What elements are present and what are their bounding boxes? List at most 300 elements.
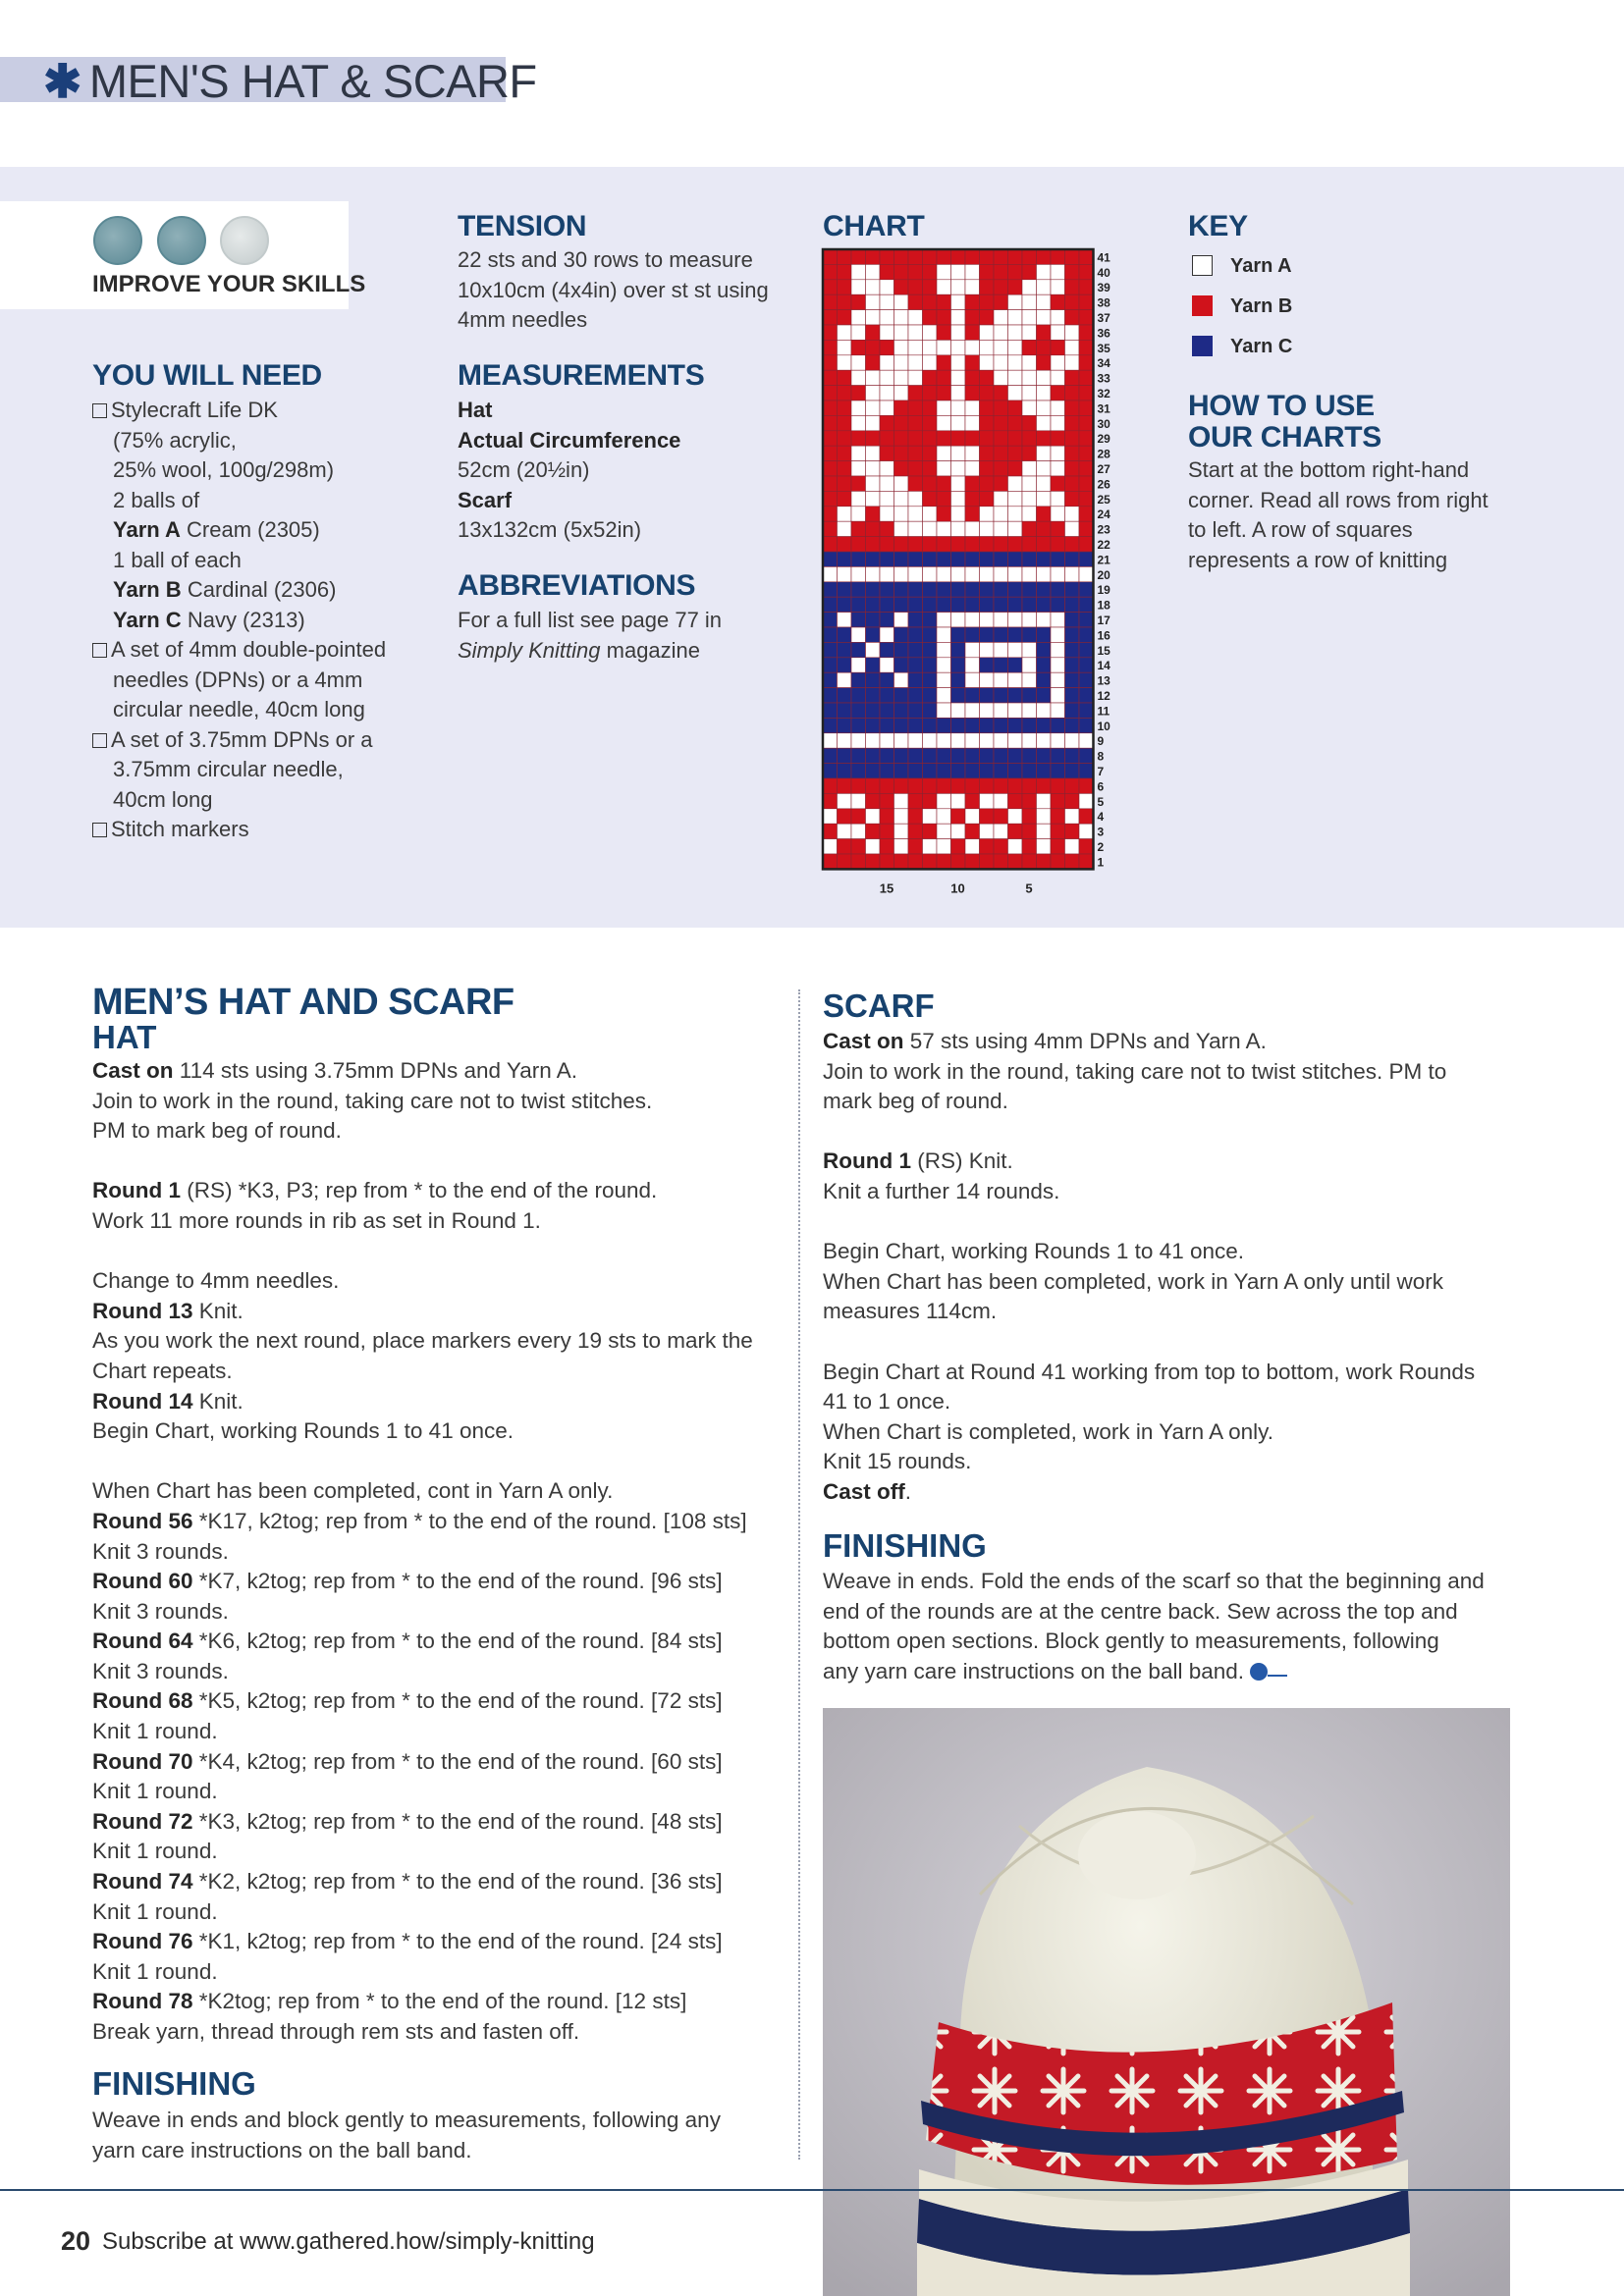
chart-cell xyxy=(1065,415,1080,430)
chart-cell xyxy=(980,748,995,763)
chart-cell xyxy=(1037,386,1052,400)
chart-cell xyxy=(1051,778,1065,793)
chart-cell xyxy=(965,582,980,597)
chart-cell xyxy=(937,249,951,264)
chart-cell xyxy=(1051,824,1065,838)
chart-cell xyxy=(951,491,966,506)
chart-cell xyxy=(937,476,951,491)
chart-cell xyxy=(994,521,1008,536)
chart-cell xyxy=(1079,793,1094,808)
chart-cell xyxy=(880,325,894,340)
chart-cell xyxy=(823,764,838,778)
chart-cell xyxy=(1008,613,1023,627)
chart-cell xyxy=(951,824,966,838)
chart-row-label: 16 xyxy=(1097,628,1110,643)
chart-cell xyxy=(965,340,980,354)
chart-cell xyxy=(1022,491,1037,506)
chart-cell xyxy=(980,582,995,597)
instruction-line: 41 to 1 once. xyxy=(823,1389,951,1415)
chart-cell xyxy=(908,854,923,869)
chart-cell xyxy=(1065,778,1080,793)
chart-row-label: 11 xyxy=(1097,704,1110,719)
chart-cell xyxy=(923,415,938,430)
chart-cell xyxy=(1008,340,1023,354)
chart-cell xyxy=(923,264,938,279)
chart-cell xyxy=(894,476,909,491)
chart-cell xyxy=(994,400,1008,415)
chart-cell xyxy=(894,280,909,294)
measurements-text xyxy=(458,396,680,546)
tension-heading: TENSION xyxy=(458,210,587,242)
fair-isle-chart xyxy=(821,247,1174,905)
chart-cell xyxy=(1065,476,1080,491)
chart-cell xyxy=(1022,764,1037,778)
chart-cell xyxy=(951,355,966,370)
chart-cell xyxy=(851,748,866,763)
chart-cell xyxy=(851,537,866,552)
chart-cell xyxy=(880,294,894,309)
chart-cell xyxy=(880,718,894,732)
chart-cell xyxy=(937,431,951,446)
chart-row-label: 2 xyxy=(1097,840,1105,854)
chart-cell xyxy=(923,446,938,460)
chart-cell xyxy=(994,642,1008,657)
chart-cell xyxy=(937,461,951,476)
list-item: Stitch markers xyxy=(92,815,397,845)
chart-cell xyxy=(908,446,923,460)
chart-cell xyxy=(866,415,881,430)
chart-cell xyxy=(851,340,866,354)
instruction-line: Knit 3 rounds. xyxy=(92,1658,229,1683)
chart-cell xyxy=(1008,733,1023,748)
chart-cell xyxy=(937,597,951,612)
chart-cell xyxy=(1079,748,1094,763)
chart-cell xyxy=(1079,764,1094,778)
chart-cell xyxy=(965,809,980,824)
chart-cell xyxy=(908,839,923,854)
chart-cell xyxy=(1022,733,1037,748)
chart-cell xyxy=(937,613,951,627)
chart-cell xyxy=(908,280,923,294)
chart-cell xyxy=(1037,461,1052,476)
chart-cell xyxy=(1008,491,1023,506)
chart-cell xyxy=(908,566,923,581)
instruction-line: Knit 1 round. xyxy=(92,1839,218,1864)
chart-cell xyxy=(1037,582,1052,597)
chart-cell xyxy=(994,461,1008,476)
chart-cell xyxy=(908,310,923,325)
chart-row-label: 39 xyxy=(1097,281,1110,295)
chart-cell xyxy=(1037,854,1052,869)
chart-cell xyxy=(838,507,852,521)
chart-cell xyxy=(894,809,909,824)
chart-cell xyxy=(965,386,980,400)
chart-row-label: 1 xyxy=(1097,855,1105,870)
chart-cell xyxy=(965,764,980,778)
chart-cell xyxy=(866,537,881,552)
instruction-line: Cast off. xyxy=(823,1478,912,1504)
chart-cell xyxy=(866,249,881,264)
chart-cell xyxy=(838,793,852,808)
chart-cell xyxy=(937,854,951,869)
text-line: end of the rounds are at the centre back. Sew across the top and xyxy=(823,1598,1458,1624)
chart-row-label: 37 xyxy=(1097,311,1110,325)
list-item-line: 25% wool, 100g/298m) xyxy=(113,457,335,482)
chart-cell xyxy=(1037,613,1052,627)
chart-cell xyxy=(1008,627,1023,642)
chart-cell xyxy=(894,294,909,309)
chart-cell xyxy=(923,249,938,264)
chart-cell xyxy=(1008,249,1023,264)
chart-cell xyxy=(951,566,966,581)
chart-cell xyxy=(951,264,966,279)
chart-cell xyxy=(965,310,980,325)
chart-cell xyxy=(823,688,838,703)
chart-cell xyxy=(1079,461,1094,476)
list-item-line: Yarn C Navy (2313) xyxy=(113,607,305,632)
chart-cell xyxy=(994,672,1008,687)
chart-cell xyxy=(1022,537,1037,552)
page-title xyxy=(43,54,537,109)
chart-cell xyxy=(994,793,1008,808)
chart-cell xyxy=(951,340,966,354)
chart-cell xyxy=(980,809,995,824)
chart-cell xyxy=(851,280,866,294)
chart-cell xyxy=(823,854,838,869)
chart-cell xyxy=(1065,264,1080,279)
chart-cell xyxy=(1079,613,1094,627)
chart-cell xyxy=(1065,688,1080,703)
chart-cell xyxy=(894,854,909,869)
chart-cell xyxy=(1008,325,1023,340)
text-line: 52cm (20½in) xyxy=(458,457,590,482)
chart-cell xyxy=(1037,793,1052,808)
chart-cell xyxy=(965,415,980,430)
chart-cell xyxy=(951,733,966,748)
chart-cell xyxy=(951,748,966,763)
chart-cell xyxy=(894,597,909,612)
scarf-finishing-heading: FINISHING xyxy=(823,1527,987,1564)
chart-cell xyxy=(980,672,995,687)
chart-cell xyxy=(1051,703,1065,718)
text-line: 10x10cm (4x4in) over st st using xyxy=(458,277,769,302)
chart-cell xyxy=(980,446,995,460)
chart-cell xyxy=(1022,370,1037,385)
chart-cell xyxy=(1065,325,1080,340)
chart-cell xyxy=(965,613,980,627)
chart-cell xyxy=(1051,672,1065,687)
instruction-line xyxy=(92,1237,780,1267)
chart-cell xyxy=(937,688,951,703)
chart-cell xyxy=(838,491,852,506)
list-item-line: 1 ball of each xyxy=(113,547,242,572)
chart-cell xyxy=(880,809,894,824)
chart-cell xyxy=(880,446,894,460)
chart-cell xyxy=(1022,386,1037,400)
chart-cell xyxy=(951,672,966,687)
chart-cell xyxy=(937,310,951,325)
chart-cell xyxy=(880,370,894,385)
chart-cell xyxy=(937,446,951,460)
chart-cell xyxy=(838,778,852,793)
instruction-line xyxy=(92,1447,780,1477)
chart-cell xyxy=(851,264,866,279)
chart-cell xyxy=(1065,507,1080,521)
chart-cell xyxy=(1065,854,1080,869)
chart-cell xyxy=(1051,340,1065,354)
chart-cell xyxy=(1065,310,1080,325)
chart-cell xyxy=(965,793,980,808)
chart-cell xyxy=(1037,658,1052,672)
chart-cell xyxy=(1051,748,1065,763)
chart-cell xyxy=(965,431,980,446)
chart-cell xyxy=(1079,839,1094,854)
chart-cell xyxy=(823,718,838,732)
chart-cell xyxy=(823,476,838,491)
chart-cell xyxy=(965,249,980,264)
instruction-line: Round 1 (RS) Knit. xyxy=(823,1148,1013,1174)
chart-cell xyxy=(894,718,909,732)
text-line: yarn care instructions on the ball band. xyxy=(92,2137,472,2163)
instruction-line xyxy=(823,1207,1530,1238)
chart-cell xyxy=(866,566,881,581)
chart-cell xyxy=(951,642,966,657)
chart-cell xyxy=(923,613,938,627)
chart-cell xyxy=(894,370,909,385)
chart-cell xyxy=(1037,370,1052,385)
chart-cell xyxy=(1037,642,1052,657)
chart-cell xyxy=(937,703,951,718)
chart-cell xyxy=(838,718,852,732)
instruction-line: Knit 1 round. xyxy=(92,1779,218,1804)
chart-cell xyxy=(994,597,1008,612)
chart-cell xyxy=(1008,370,1023,385)
chart-cell xyxy=(937,386,951,400)
chart-cell xyxy=(866,764,881,778)
instruction-line: Round 14 Knit. xyxy=(92,1388,244,1414)
heading-line: OUR CHARTS xyxy=(1188,421,1381,454)
checkbox-icon xyxy=(92,733,107,748)
chart-cell xyxy=(965,355,980,370)
chart-cell xyxy=(908,764,923,778)
chart-cell xyxy=(980,703,995,718)
instruction-line: measures 114cm. xyxy=(823,1299,998,1324)
chart-cell xyxy=(838,672,852,687)
instruction-line: Round 13 Knit. xyxy=(92,1298,244,1323)
chart-cell xyxy=(838,764,852,778)
chart-cell xyxy=(1022,461,1037,476)
chart-cell xyxy=(894,264,909,279)
chart-cell xyxy=(980,537,995,552)
chart-cell xyxy=(1008,778,1023,793)
chart-cell xyxy=(1022,839,1037,854)
chart-cell xyxy=(866,733,881,748)
chart-cell xyxy=(923,733,938,748)
chart-cell xyxy=(923,521,938,536)
how-to-text xyxy=(1188,455,1489,575)
chart-cell xyxy=(951,294,966,309)
chart-cell xyxy=(1051,597,1065,612)
chart-cell xyxy=(866,748,881,763)
chart-row-label: 30 xyxy=(1097,416,1110,431)
chart-cell xyxy=(923,491,938,506)
chart-cell xyxy=(1037,778,1052,793)
chart-cell xyxy=(1065,566,1080,581)
chart-cell xyxy=(1008,280,1023,294)
chart-cell xyxy=(838,566,852,581)
chart-row-label: 9 xyxy=(1097,734,1105,749)
chart-cell xyxy=(1022,294,1037,309)
chart-cell xyxy=(1051,688,1065,703)
chart-cell xyxy=(1008,294,1023,309)
chart-cell xyxy=(937,355,951,370)
chart-cell xyxy=(1037,400,1052,415)
chart-cell xyxy=(1037,718,1052,732)
chart-cell xyxy=(1008,658,1023,672)
checkbox-icon xyxy=(92,643,107,658)
chart-cell xyxy=(880,658,894,672)
chart-row-label: 26 xyxy=(1097,477,1110,492)
chart-cell xyxy=(994,415,1008,430)
chart-row-label: 12 xyxy=(1097,689,1110,703)
chart-row-label: 20 xyxy=(1097,567,1110,582)
chart-cell xyxy=(851,718,866,732)
chart-cell xyxy=(994,627,1008,642)
navy-swatch-icon xyxy=(1192,336,1213,356)
chart-cell xyxy=(951,552,966,566)
chart-cell xyxy=(1051,507,1065,521)
instruction-line: Begin Chart, working Rounds 1 to 41 once. xyxy=(92,1418,514,1444)
chart-col-label: 15 xyxy=(879,881,894,896)
chart-cell xyxy=(965,370,980,385)
chart-cell xyxy=(823,627,838,642)
chart-cell xyxy=(1079,537,1094,552)
chart-cell xyxy=(1079,778,1094,793)
chart-cell xyxy=(1079,582,1094,597)
chart-cell xyxy=(1037,325,1052,340)
chart-cell xyxy=(1051,839,1065,854)
chart-cell xyxy=(951,431,966,446)
chart-cell xyxy=(1079,521,1094,536)
chart-cell xyxy=(880,340,894,354)
chart-cell xyxy=(894,310,909,325)
chart-cell xyxy=(866,778,881,793)
chart-cell xyxy=(1051,566,1065,581)
chart-cell xyxy=(823,264,838,279)
chart-cell xyxy=(1022,355,1037,370)
chart-cell xyxy=(1037,280,1052,294)
chart-cell xyxy=(866,355,881,370)
chart-cell xyxy=(866,507,881,521)
chart-cell xyxy=(937,839,951,854)
chart-cell xyxy=(894,582,909,597)
instruction-line: PM to mark beg of round. xyxy=(92,1118,342,1144)
chart-cell xyxy=(1051,370,1065,385)
footer-subscribe-text: Subscribe at www.gathered.how/simply-knitting xyxy=(102,2228,595,2255)
chart-cell xyxy=(980,249,995,264)
chart-cell xyxy=(880,249,894,264)
chart-cell xyxy=(866,582,881,597)
chart-row-label: 18 xyxy=(1097,598,1110,613)
chart-cell xyxy=(980,627,995,642)
chart-cell xyxy=(851,552,866,566)
chart-cell xyxy=(838,386,852,400)
chart-cell xyxy=(1051,613,1065,627)
chart-cell xyxy=(1051,793,1065,808)
chart-cell xyxy=(1037,476,1052,491)
chart-cell xyxy=(851,703,866,718)
text-line: Start at the bottom right-hand xyxy=(1188,457,1470,482)
chart-cell xyxy=(880,537,894,552)
chart-cell xyxy=(1037,764,1052,778)
chart-cell xyxy=(994,613,1008,627)
chart-cell xyxy=(1051,446,1065,460)
chart-cell xyxy=(894,672,909,687)
instruction-line: Round 74 *K2, k2tog; rep from * to the end of the round. [36 sts] xyxy=(92,1869,723,1895)
chart-cell xyxy=(851,461,866,476)
chart-cell xyxy=(880,703,894,718)
chart-cell xyxy=(823,748,838,763)
how-to-heading xyxy=(1188,391,1381,454)
chart-row-label: 28 xyxy=(1097,447,1110,461)
chart-cell xyxy=(994,582,1008,597)
chart-cell xyxy=(1022,431,1037,446)
chart-cell xyxy=(994,733,1008,748)
list-item-line: 3.75mm circular needle, xyxy=(113,757,344,781)
chart-cell xyxy=(1022,400,1037,415)
chart-cell xyxy=(1022,521,1037,536)
chart-cell xyxy=(1079,672,1094,687)
chart-cell xyxy=(980,688,995,703)
chart-cell xyxy=(1079,718,1094,732)
chart-row-label: 15 xyxy=(1097,643,1110,658)
chart-cell xyxy=(866,431,881,446)
chart-cell xyxy=(1079,733,1094,748)
chart-cell xyxy=(1051,658,1065,672)
chart-cell xyxy=(1065,824,1080,838)
chart-cell xyxy=(1051,325,1065,340)
chart-cell xyxy=(866,461,881,476)
chart-cell xyxy=(980,386,995,400)
chart-row-label: 22 xyxy=(1097,538,1110,552)
chart-row-label: 33 xyxy=(1097,371,1110,386)
instruction-line: When Chart has been completed, cont in Yarn A only. xyxy=(92,1478,614,1504)
list-item: A set of 3.75mm DPNs or a xyxy=(92,725,397,756)
chart-cell xyxy=(937,627,951,642)
chart-row-label: 6 xyxy=(1097,779,1105,794)
chart-cell xyxy=(823,325,838,340)
chart-cell xyxy=(1037,566,1052,581)
chart-cell xyxy=(951,703,966,718)
chart-cell xyxy=(851,476,866,491)
chart-cell xyxy=(1008,386,1023,400)
abbreviations-heading: ABBREVIATIONS xyxy=(458,569,696,602)
chart-cell xyxy=(1022,778,1037,793)
chart-cell xyxy=(894,249,909,264)
chart-cell xyxy=(1079,355,1094,370)
chart-cell xyxy=(866,627,881,642)
chart-cell xyxy=(894,340,909,354)
chart-cell xyxy=(951,415,966,430)
chart-cell xyxy=(866,476,881,491)
chart-cell xyxy=(965,672,980,687)
chart-row-label: 38 xyxy=(1097,295,1110,310)
text-line: any yarn care instructions on the ball band. xyxy=(823,1657,1485,1687)
chart-cell xyxy=(908,355,923,370)
instruction-line: Round 56 *K17, k2tog; rep from * to the end of the round. [108 sts] xyxy=(92,1508,747,1533)
chart-cell xyxy=(951,627,966,642)
chart-cell xyxy=(1065,613,1080,627)
